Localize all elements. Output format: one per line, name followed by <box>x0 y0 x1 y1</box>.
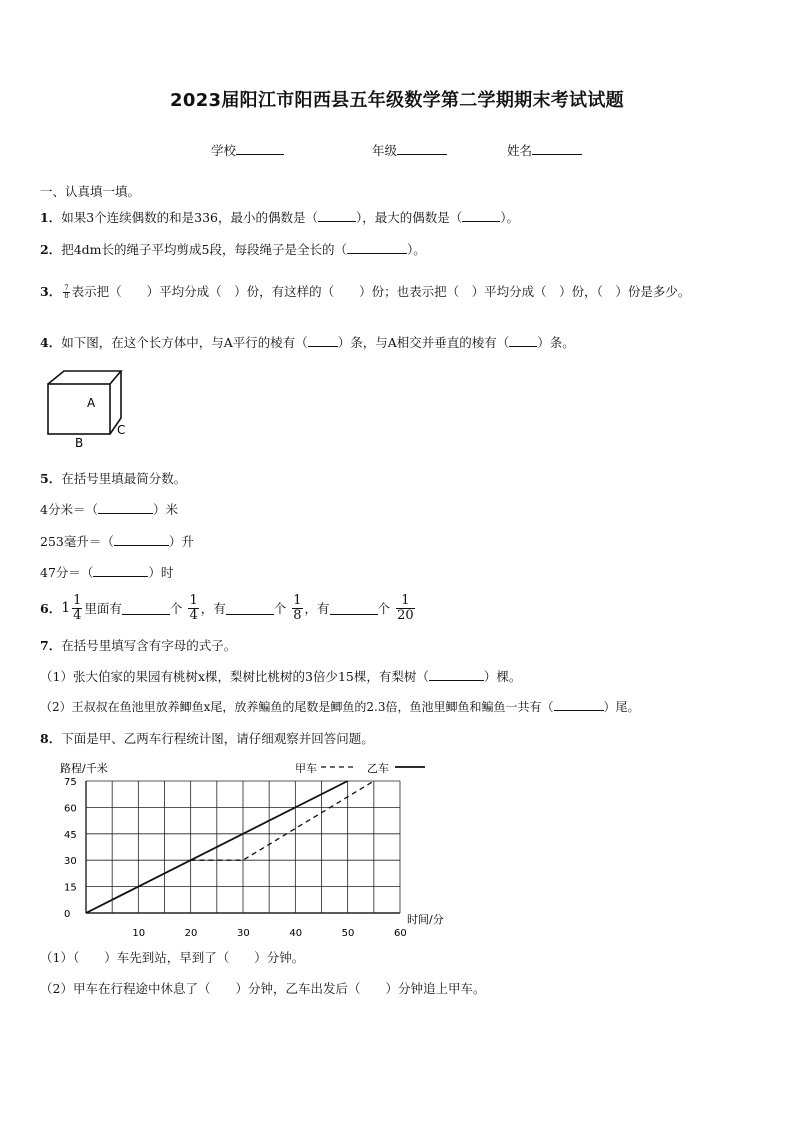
x-tick-label: 60 <box>394 928 407 939</box>
fraction-1-4: $\frac{1}{4}$ <box>73 592 82 623</box>
question-number: 1． <box>40 210 62 225</box>
question-number: 7． <box>40 638 62 653</box>
grade-blank[interactable] <box>397 142 447 155</box>
answer-blank[interactable] <box>226 602 274 615</box>
y-tick-label: 15 <box>64 882 77 894</box>
item-text: ）米 <box>152 502 178 517</box>
question-text: 里面有 <box>84 601 122 616</box>
question-number: 6． <box>40 601 62 616</box>
question-text: ），最大的偶数是（ <box>356 210 463 225</box>
travel-line-chart <box>40 755 460 945</box>
question-7 <box>40 636 236 654</box>
y-tick-label: 45 <box>64 829 77 841</box>
question-text: ）条。 <box>537 335 575 350</box>
q5-item-3 <box>40 563 173 581</box>
question-text: ）尾。 <box>603 700 640 714</box>
x-tick-label: 10 <box>132 928 146 939</box>
item-text: ）升 <box>168 534 194 549</box>
fraction-7-8: $\frac{7}{8}$ <box>64 283 69 300</box>
x-tick-label: 20 <box>184 928 198 939</box>
school-blank[interactable] <box>236 142 284 155</box>
answer-blank[interactable] <box>509 334 537 347</box>
question-2 <box>40 240 426 258</box>
question-8 <box>40 729 374 747</box>
item-text: ）时 <box>148 565 174 580</box>
question-6 <box>40 592 417 624</box>
question-text: （2）王叔叔在鱼池里放养鲫鱼x尾，放养鳊鱼的尾数是鲫鱼的2.3倍，鱼池里鲫鱼和鳊鱼一共有（ <box>40 700 554 714</box>
q7-part-1 <box>40 667 521 685</box>
question-text: ）棵。 <box>483 669 522 684</box>
y-tick-label: 0 <box>64 909 71 920</box>
question-text: ）。 <box>500 210 520 225</box>
question-text: ，有 <box>304 601 330 616</box>
question-number: 2． <box>40 242 62 257</box>
item-text: 253毫升＝（ <box>40 534 114 549</box>
edge-label-a: A <box>87 396 96 410</box>
question-number: 3． <box>40 284 62 299</box>
question-text: 如下图，在这个长方体中，与A平行的棱有（ <box>61 335 308 350</box>
y-axis-label: 路程/千米 <box>60 762 108 775</box>
grade-label: 年级 <box>372 143 398 158</box>
question-text: ）。 <box>406 242 426 257</box>
question-3 <box>40 282 690 300</box>
edge-label-b: B <box>75 436 84 450</box>
edge-label-c: C <box>117 423 126 437</box>
q5-item-2 <box>40 532 194 550</box>
chart-series <box>86 781 374 913</box>
page-title: 2023届阳江市阳西县五年级数学第二学期期末考试试题 <box>170 90 624 111</box>
name-field <box>507 141 582 159</box>
answer-blank[interactable] <box>122 602 170 615</box>
question-text: 表示把（ ）平均分成（ ）份，有这样的（ ）份；也表示把（ ）平均分成（ ）份，（ ）份是多少。 <box>71 284 691 299</box>
question-number: 8． <box>40 731 62 746</box>
fraction-1-8: $\frac{1}{8}$ <box>293 592 302 623</box>
x-tick-label: 50 <box>341 928 355 939</box>
question-text: 个 <box>273 601 287 616</box>
section-heading: 一、认真填一填。 <box>40 184 141 199</box>
q8-part-2: （2）甲车在行程途中休息了（ ）分钟，乙车出发后（ ）分钟追上甲车。 <box>40 981 486 996</box>
question-text: 下面是甲、乙两车行程统计图，请仔细观察并回答问题。 <box>61 731 374 746</box>
question-4 <box>40 333 575 351</box>
answer-blank[interactable] <box>93 564 148 577</box>
name-blank[interactable] <box>532 142 582 155</box>
q7-part-2 <box>40 698 640 715</box>
question-1 <box>40 208 519 226</box>
x-axis-label: 时间/分 <box>407 913 444 926</box>
legend-label-jia: 甲车 <box>295 762 317 775</box>
question-5 <box>40 469 186 487</box>
chart-legend <box>295 762 425 775</box>
answer-blank[interactable] <box>308 334 338 347</box>
cuboid-front-face <box>48 384 110 434</box>
y-tick-label: 75 <box>64 777 77 788</box>
chart-grid <box>86 781 400 913</box>
question-text: 在括号里填写含有字母的式子。 <box>61 638 237 653</box>
x-tick-label: 40 <box>289 928 303 939</box>
question-text: ，有 <box>200 601 226 616</box>
q5-item-1 <box>40 500 178 518</box>
x-tick-label: 30 <box>237 928 250 939</box>
question-text: 把4dm长的绳子平均剪成5段，每段绳子是全长的（ <box>61 242 347 257</box>
question-number: 5． <box>40 471 62 486</box>
y-tick-label: 60 <box>64 803 77 815</box>
grade-field <box>372 141 447 159</box>
answer-blank[interactable] <box>554 698 604 711</box>
answer-blank[interactable] <box>429 668 484 681</box>
chart-ticks <box>64 777 407 939</box>
question-text: 个 <box>169 601 183 616</box>
q8-part-1: （1）（ ）车先到站，早到了（ ）分钟。 <box>40 950 305 965</box>
question-text: （1）张大伯家的果园有桃树x棵，梨树比桃树的3倍少15棵，有梨树（ <box>40 669 429 684</box>
question-number: 4． <box>40 335 62 350</box>
cuboid-top-face <box>48 371 121 384</box>
question-text: ）条，与A相交并垂直的棱有（ <box>337 335 510 350</box>
item-text: 47分＝（ <box>40 565 94 580</box>
answer-blank[interactable] <box>114 533 169 546</box>
cuboid-figure <box>40 364 140 454</box>
answer-blank[interactable] <box>318 209 356 222</box>
series-line-jia <box>86 781 374 913</box>
item-text: 4分米＝（ <box>40 502 98 517</box>
question-text: 如果3个连续偶数的和是336，最小的偶数是（ <box>61 210 319 225</box>
answer-blank[interactable] <box>347 241 407 254</box>
school-field <box>211 141 284 159</box>
fraction-1-4: $\frac{1}{4}$ <box>189 592 198 623</box>
y-tick-label: 30 <box>64 856 77 868</box>
answer-blank[interactable] <box>330 602 378 615</box>
answer-blank[interactable] <box>462 209 500 222</box>
name-label: 姓名 <box>507 143 533 158</box>
mixed-number-whole: 1 <box>61 600 71 616</box>
question-text: 个 <box>377 601 391 616</box>
fraction-1-20: $\frac{1}{20}$ <box>397 592 414 623</box>
school-label: 学校 <box>211 143 237 158</box>
question-text: 在括号里填最简分数。 <box>61 471 187 486</box>
legend-label-yi: 乙车 <box>367 762 389 775</box>
answer-blank[interactable] <box>98 501 153 514</box>
